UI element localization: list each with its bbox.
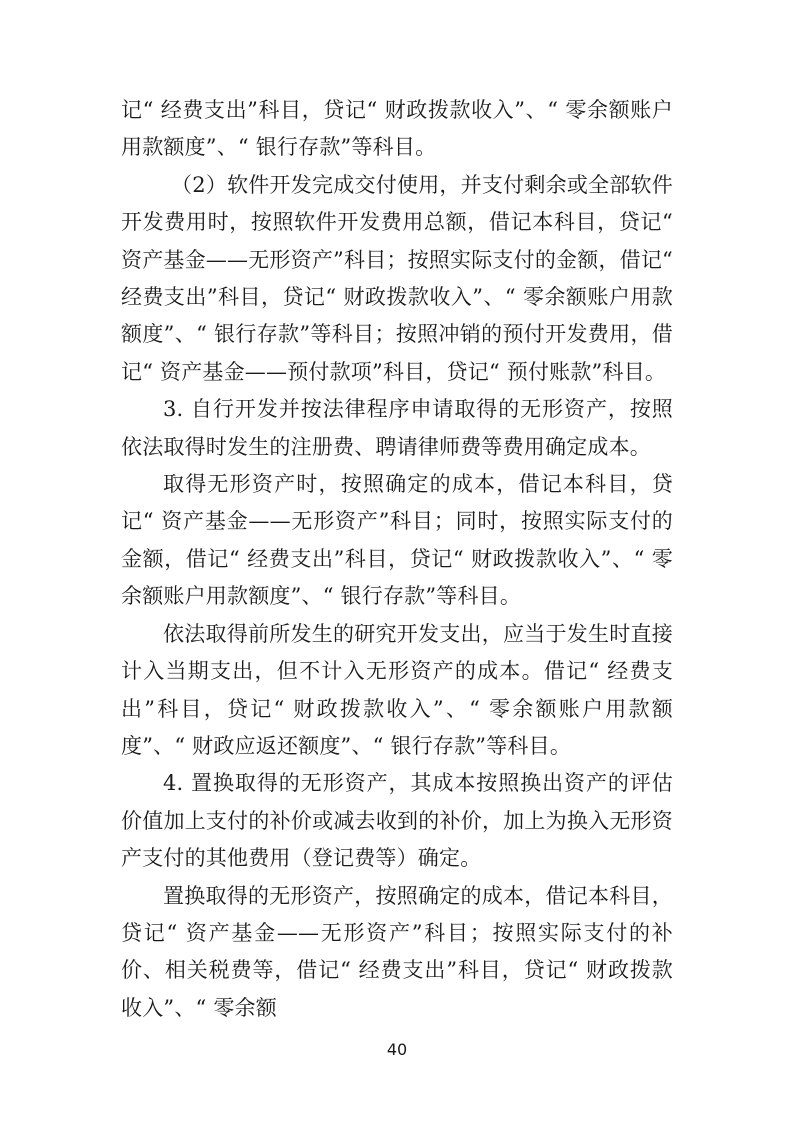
paragraph-pre-acquisition-rd: 依法取得前所发生的研究开发支出，应当于发生时直接计入当期支出，但不计入无形资产的成本。借记“ 经费支出”科目，贷记“ 财政拨款收入”、“ 零余额账户用款额度”、“ 财政应返还额度”、“ 银行存款”等科目。 [121,621,673,758]
paragraph-software-completion: （2）软件开发完成交付使用，并支付剩余或全部软件开发费用时，按照软件开发费用总额，借记本科目，贷记“ 资产基金——无形资产”科目；按照实际支付的金额，借记“ 经费支出”科目，贷记“ 财政拨款收入”、“ 零余额账户用款额度”、“ 银行存款”等科目；按照冲销的预付开发费用，借记“ 资产基金——预付款项”科目，贷记“ 预付账款”科目。 [121,172,673,384]
paragraph-exchange-cost: 4. 置换取得的无形资产，其成本按照换出资产的评估价值加上支付的补价或减去收到的补价，加上为换入无形资产支付的其他费用（登记费等）确定。 [121,771,673,871]
document-body [121,92,673,1027]
paragraph-self-developed: 3. 自行开发并按法律程序申请取得的无形资产，按照依法取得时发生的注册费、聘请律师费等费用确定成本。 [121,397,673,459]
paragraph-continuation: 记“ 经费支出”科目，贷记“ 财政拨款收入”、“ 零余额账户用款额度”、“ 银行存款”等科目。 [121,98,673,160]
page-number: 40 [386,1040,408,1059]
paragraph-acquisition-entry: 取得无形资产时，按照确定的成本，借记本科目，贷记“ 资产基金——无形资产”科目；同时，按照实际支付的金额，借记“ 经费支出”科目，贷记“ 财政拨款收入”、“ 零余额账户用款额度”、“ 银行存款”等科目。 [121,472,673,609]
paragraph-exchange-entry: 置换取得的无形资产，按照确定的成本，借记本科目，贷记“ 资产基金——无形资产”科目；按照实际支付的补价、相关税费等，借记“ 经费支出”科目，贷记“ 财政拨款收入”、“ 零余额 [121,883,673,1020]
